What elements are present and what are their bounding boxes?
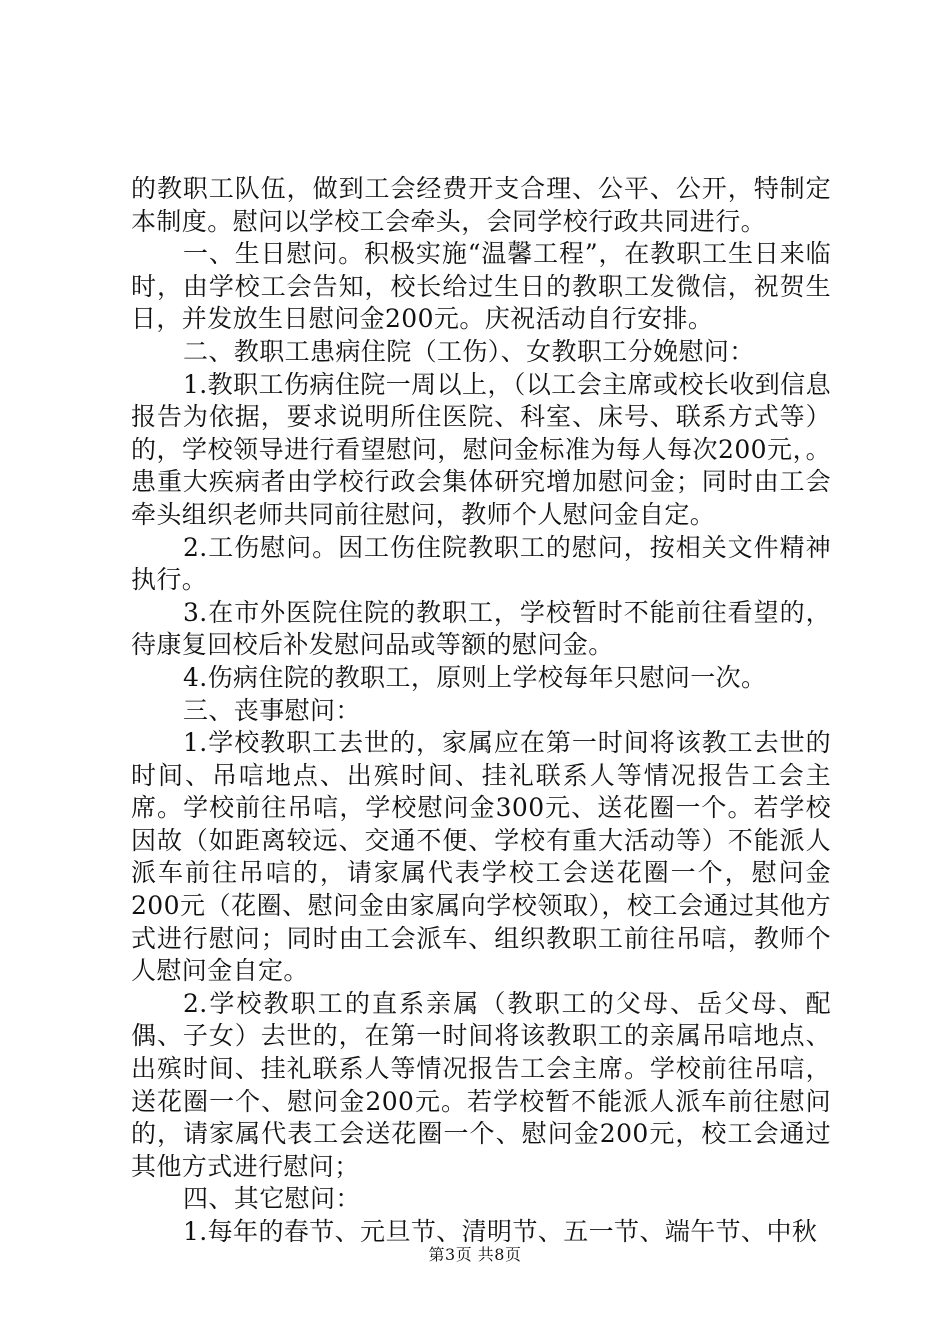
- heading-funeral: 三、丧事慰问：: [183, 695, 361, 725]
- paragraph-funeral-2: 2.学校教职工的直系亲属（教职工的父母、岳父母、配偶、子女）去世的，在第一时间将该教职工的亲属吊唁地点、出殡时间、挂礼联系人等情况报告工会主席。学校前往吊唁，送花圈一个、慰问金200元。若学校暂不能派人派车前往慰问的，请家属代表工会送花圈一个、慰问金200元，校工会通过其他方式进行慰问；: [131, 988, 831, 1181]
- heading-other: 四、其它慰问：: [183, 1184, 361, 1214]
- paragraph-birthday: 一、生日慰问。积极实施“温馨工程”，在教职工生日来临时，由学校工会告知，校长给过生日的教职工发微信，祝贺生日，并发放生日慰问金200元。庆祝活动自行安排。: [131, 239, 831, 334]
- paragraph-funeral-1: 1.学校教职工去世的，家属应在第一时间将该教工去世的时间、吊唁地点、出殡时间、挂礼联系人等情况报告工会主席。学校前往吊唁，学校慰问金300元、送花圈一个。若学校因故（如距离较远、交通不便、学校有重大活动等）不能派人派车前往吊唁的，请家属代表学校工会送花圈一个，慰问金200元（花圈、慰问金由家属向学校领取），校工会通过其他方式进行慰问；同时由工会派车、组织教职工前往吊唁，教师个人慰问金自定。: [131, 728, 831, 986]
- paragraph-illness-1: 1.教职工伤病住院一周以上，（以工会主席或校长收到信息报告为依据，要求说明所住医院、科室、床号、联系方式等）的，学校领导进行看望慰问，慰问金标准为每人每次200元，。患重大疾病者由学校行政会集体研究增加慰问金；同时由工会牵头组织老师共同前往慰问，教师个人慰问金自定。: [131, 369, 831, 529]
- paragraph-illness-2: 2.工伤慰问。因工伤住院教职工的慰问，按相关文件精神执行。: [131, 532, 831, 595]
- heading-illness: 二、教职工患病住院（工伤）、女教职工分娩慰问：: [183, 336, 755, 366]
- paragraph-illness-3: 3.在市外医院住院的教职工，学校暂时不能前往看望的，待康复回校后补发慰问品或等额的慰问金。: [131, 597, 831, 660]
- paragraph-illness-4: 4.伤病住院的教职工，原则上学校每年只慰问一次。: [183, 662, 767, 692]
- page-footer: 第3页 共8页: [428, 1245, 522, 1264]
- document-body: [131, 173, 831, 1249]
- paragraph-other-1: 1.每年的春节、元旦节、清明节、五一节、端午节、中秋: [183, 1217, 818, 1246]
- paragraph-intro: 的教职工队伍，做到工会经费开支合理、公平、公开，特制定本制度。慰问以学校工会牵头，会同学校行政共同进行。: [131, 174, 831, 236]
